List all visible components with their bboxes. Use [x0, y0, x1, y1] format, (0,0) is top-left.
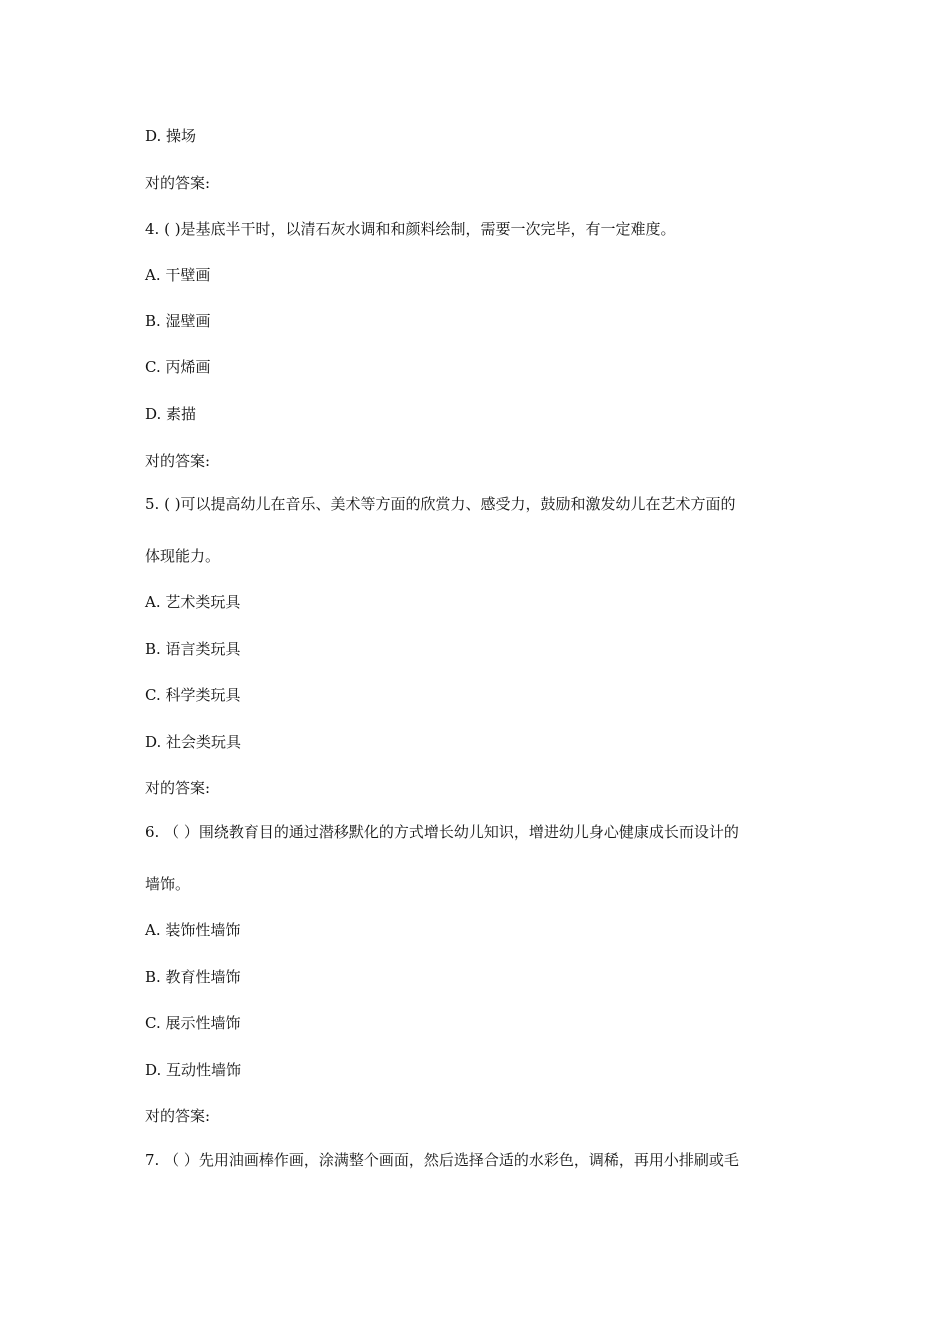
answer-label-q4: 对的答案:	[145, 452, 211, 470]
answer-label-q3: 对的答案:	[145, 174, 211, 192]
option-c-q5: C. 科学类玩具	[145, 686, 241, 704]
option-a-q5: A. 艺术类玩具	[145, 593, 241, 611]
option-c-q4: C. 丙烯画	[145, 358, 211, 376]
option-d-q6: D. 互动性墙饰	[145, 1061, 242, 1079]
option-b-q6: B. 教育性墙饰	[145, 968, 241, 986]
answer-label-q6: 对的答案:	[145, 1107, 211, 1125]
question-5: 5. ( )可以提高幼儿在音乐、美术等方面的欣赏力、感受力，鼓励和激发幼儿在艺术方面的	[145, 495, 736, 513]
option-c-q6: C. 展示性墙饰	[145, 1014, 241, 1032]
option-a-q4: A. 干壁画	[145, 266, 211, 284]
option-d-q4: D. 素描	[145, 405, 197, 423]
option-b-q5: B. 语言类玩具	[145, 640, 241, 658]
option-d-q3: D. 操场	[145, 127, 197, 145]
option-d-q5: D. 社会类玩具	[145, 733, 242, 751]
question-7: 7. （ ）先用油画棒作画，涂满整个画面，然后选择合适的水彩色，调稀，再用小排刷或毛	[145, 1151, 739, 1169]
question-4: 4. ( )是基底半干时，以清石灰水调和和颜料绘制，需要一次完毕，有一定难度。	[145, 220, 676, 238]
option-a-q6: A. 装饰性墙饰	[145, 921, 241, 939]
question-6: 6. （ ）围绕教育目的通过潜移默化的方式增长幼儿知识，增进幼儿身心健康成长而设计的	[145, 823, 739, 841]
answer-label-q5: 对的答案:	[145, 779, 211, 797]
question-5-continued: 体现能力。	[145, 547, 221, 565]
option-b-q4: B. 湿壁画	[145, 312, 211, 330]
question-6-continued: 墙饰。	[145, 875, 191, 893]
